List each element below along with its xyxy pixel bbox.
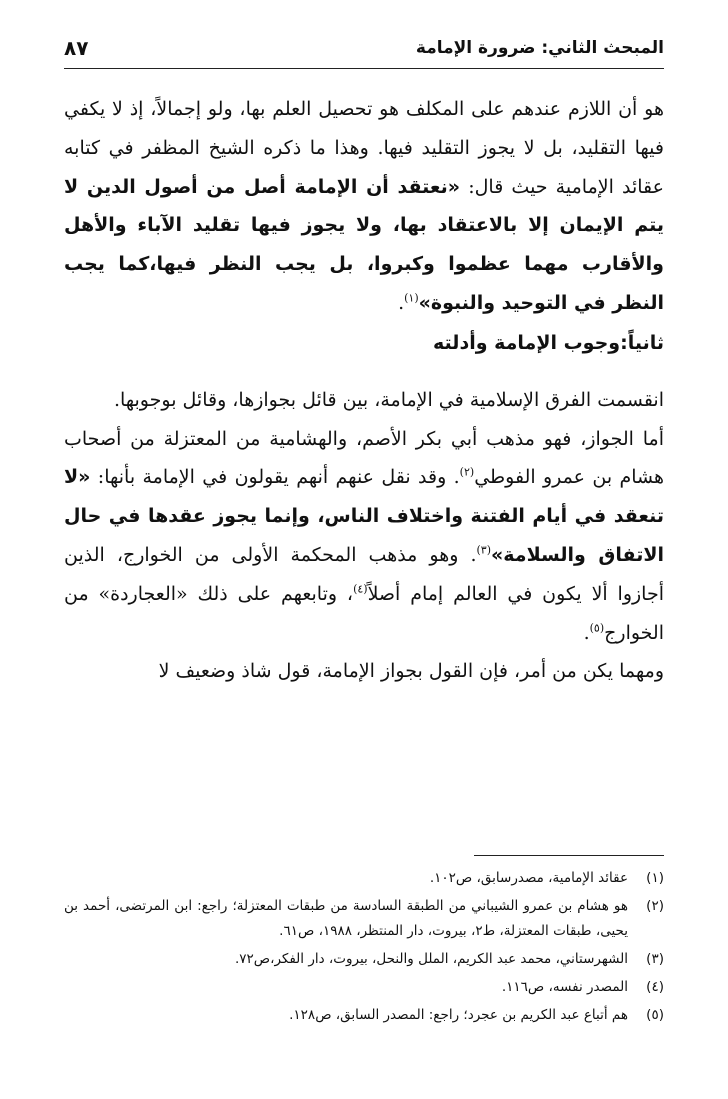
paragraph-1-end: . [398, 291, 405, 314]
section-heading: ثانياً:وجوب الإمامة وأدلته [433, 331, 664, 354]
footnote-marker: (٤) [646, 979, 664, 995]
footnote-4 [64, 975, 664, 1000]
footnote-text: الشهرستاني، محمد عبد الكريم، الملل والنحل، بيروت، دار الفكر،ص٧٢. [234, 951, 628, 967]
footnote-5 [64, 1003, 664, 1028]
footnote-marker: (٥) [646, 1007, 664, 1023]
page-number: ٨٧ [64, 36, 89, 60]
footnote-2 [64, 894, 664, 944]
paragraph-3 [64, 420, 664, 653]
footnote-marker: (٣) [646, 951, 664, 967]
footnote-3 [64, 947, 664, 972]
main-text [64, 90, 664, 691]
footnote-ref-3: (٣) [476, 543, 492, 557]
paragraph-1 [64, 90, 664, 323]
footnotes [64, 866, 664, 1031]
footnote-ref-4: (٤) [353, 582, 368, 596]
footnote-separator [474, 855, 664, 856]
paragraph-3-part-d: ، وتابعهم على ذلك «العجاردة» من الخوارج [64, 582, 664, 644]
footnote-text: هم أتباع عبد الكريم بن عجرد؛ راجع: المصدر السابق، ص١٢٨. [289, 1007, 628, 1023]
footnote-text: المصدر نفسه، ص١١٦. [501, 979, 628, 995]
paragraph-4: ومهما يكن من أمر، فإن القول بجواز الإمامة، قول شاذ وضعيف لا [158, 660, 664, 683]
paragraph-3-part-b: . وقد نقل عنهم أنهم يقولون في الإمامة بأنها: [90, 466, 460, 489]
paragraph-2: انقسمت الفرق الإسلامية في الإمامة، بين قائل بجوازها، وقائل بوجوبها. [113, 388, 664, 411]
footnote-text: عقائد الإمامية، مصدرسابق، ص١٠٢. [429, 870, 628, 886]
footnote-ref-2: (٢) [459, 466, 475, 480]
footnote-ref-5: (٥) [589, 621, 605, 635]
footnote-marker: (١) [646, 870, 664, 886]
quote-mudhaffar: «نعتقد أن الإمامة أصل من أصول الدين لا يتم الإيمان إلا بالاعتقاد بها، ولا يجوز فيها تقليد الآباء والأهل والأقارب مهما عظموا وكبروا، بل يجب النظر فيها،كما يجب النظر في التوحيد والنبوة» [64, 175, 664, 314]
running-header [64, 34, 664, 69]
book-page [64, 0, 664, 1099]
chapter-section-title: المبحث الثاني: ضرورة الإمامة [415, 38, 664, 58]
footnote-1 [64, 866, 664, 891]
paragraph-1-text: هو أن اللازم عندهم على المكلف هو تحصيل العلم بها، ولو إجمالاً، إذ لا يكفي فيها التقليد، بل لا يجوز التقليد فيها. وهذا ما ذكره الشيخ المظفر في كتابه عقائد الإمامية حيث قال: [64, 98, 664, 198]
paragraph-3-part-c: . وهو مذهب المحكمة الأولى من الخوارج، الذين أجازوا ألا يكون في العالم إمام أصلاً [64, 543, 664, 605]
footnote-ref-1: (١) [404, 291, 419, 305]
footnote-marker: (٢) [646, 898, 664, 914]
paragraph-3-end: . [583, 621, 590, 644]
quote-hashimiyya: «لا تنعقد في أيام الفتنة واختلاف الناس، وإنما يجوز عقدها في حال الاتفاق والسلامة» [64, 466, 665, 566]
paragraph-3-part-a: أما الجواز، فهو مذهب أبي بكر الأصم، والهشامية من المعتزلة من أصحاب هشام بن عمرو الفوطي [64, 427, 664, 489]
footnote-text: هو هشام بن عمرو الشيباني من الطبقة السادسة من طبقات المعتزلة؛ راجع: ابن المرتضى، أحمد بن يحيى، طبقات المعتزلة، ط٢، بيروت، دار المنتظر، ١٩٨٨، ص٦١. [64, 898, 628, 939]
